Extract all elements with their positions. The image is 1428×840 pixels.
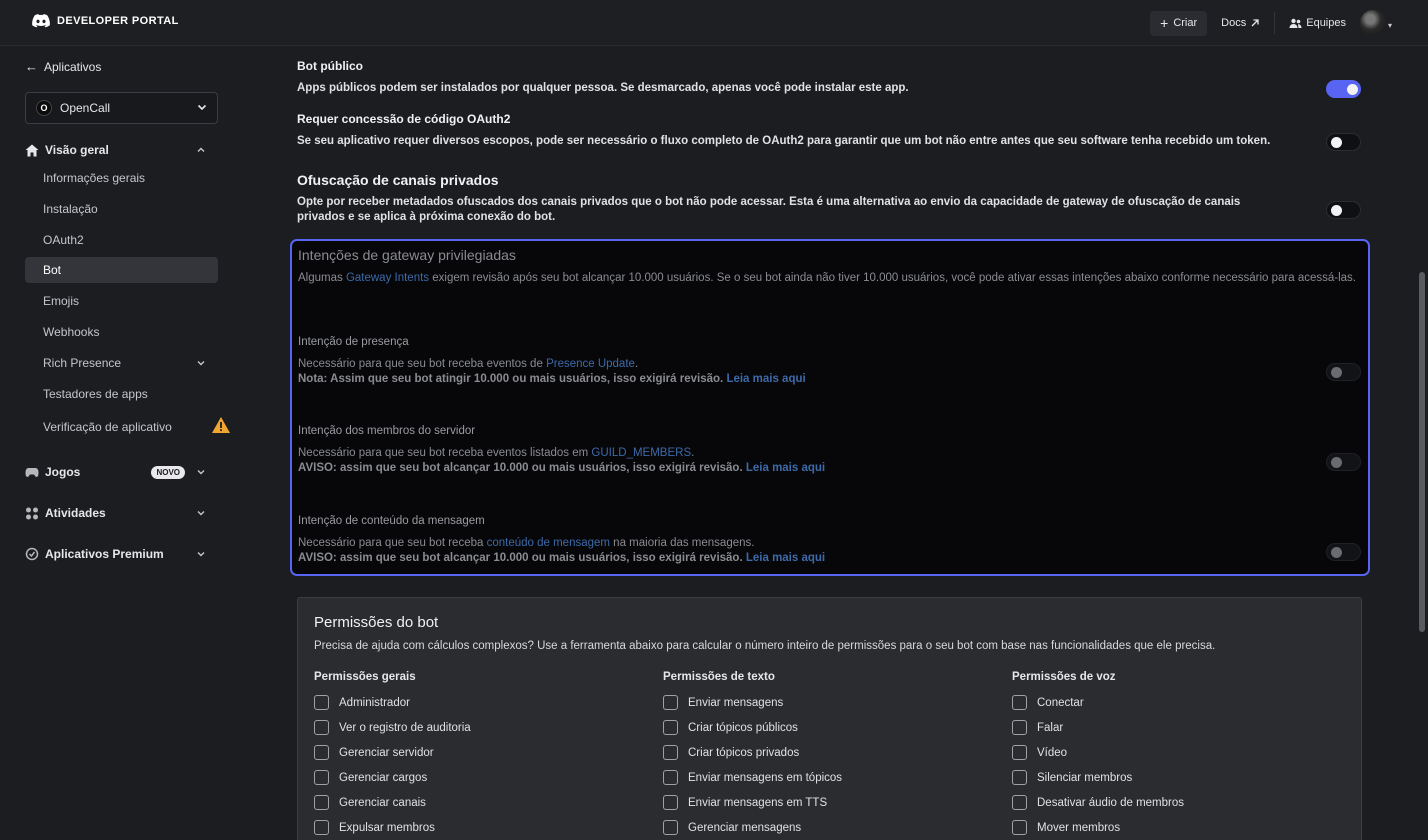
- checkbox[interactable]: [1012, 820, 1027, 835]
- new-badge: NOVO: [151, 466, 185, 479]
- permission-item[interactable]: [314, 815, 644, 840]
- sidebar-item-label: Webhooks: [43, 325, 100, 339]
- chevron-down-icon: [196, 101, 208, 113]
- permission-label: Enviar mensagens em tópicos: [688, 771, 843, 784]
- permission-label: Criar tópicos privados: [688, 746, 800, 759]
- checkbox[interactable]: [1012, 695, 1027, 710]
- sidebar-item-label: Informações gerais: [43, 171, 146, 185]
- intro-text: Algumas: [298, 272, 346, 284]
- gateway-intents-intro: [298, 271, 1358, 286]
- docs-link[interactable]: [1217, 17, 1264, 29]
- permission-item[interactable]: [314, 740, 644, 765]
- overview-label: Visão geral: [45, 143, 109, 157]
- plus-icon: +: [1160, 15, 1169, 31]
- checkbox[interactable]: [1012, 745, 1027, 760]
- checkbox[interactable]: [1012, 720, 1027, 735]
- gamepad-icon: [25, 467, 39, 478]
- sidebar-item-label: Testadores de apps: [43, 387, 148, 401]
- permission-label: Criar tópicos públicos: [688, 721, 798, 734]
- permission-item[interactable]: [663, 765, 993, 790]
- permission-label: Gerenciar mensagens: [688, 821, 802, 834]
- message-intent-desc: [298, 536, 1358, 566]
- permission-item[interactable]: [314, 690, 644, 715]
- permission-item[interactable]: [1012, 790, 1342, 815]
- teams-label: Equipes: [1306, 17, 1346, 29]
- activities-icon: [25, 507, 39, 520]
- gateway-intents-link[interactable]: Gateway Intents: [345, 272, 430, 284]
- sidebar-item-installation[interactable]: [25, 196, 218, 222]
- guild-members-link[interactable]: GUILD_MEMBERS: [591, 447, 692, 459]
- permission-item[interactable]: [314, 715, 644, 740]
- public-bot-title: Bot público: [297, 59, 363, 73]
- chevron-down-icon: [196, 358, 206, 368]
- brand[interactable]: [32, 14, 179, 28]
- permissions-desc: Precisa de ajuda com cálculos complexos? Use a ferramenta abaixo para calcular o número inteiro de permissões para o seu bot com base nas funcionalidades que ele precisa.: [314, 640, 1216, 652]
- permissions-column-general: [314, 671, 644, 840]
- checkbox[interactable]: [663, 770, 678, 785]
- obfuscation-title: Ofuscação de canais privados: [297, 172, 499, 188]
- permission-item[interactable]: [663, 790, 993, 815]
- permission-item[interactable]: [663, 690, 993, 715]
- warning-icon: [211, 416, 231, 434]
- chevron-down-icon: [196, 467, 206, 477]
- permission-item[interactable]: [1012, 815, 1342, 840]
- home-icon: [25, 144, 39, 157]
- checkbox[interactable]: [314, 745, 329, 760]
- create-button[interactable]: [1150, 11, 1207, 36]
- oauth-grant-title: Requer concessão de código OAuth2: [297, 112, 511, 126]
- checkbox[interactable]: [314, 795, 329, 810]
- checkbox[interactable]: [314, 770, 329, 785]
- permission-label: Expulsar membros: [339, 821, 435, 834]
- app-icon: O: [36, 100, 52, 116]
- permission-item[interactable]: [1012, 715, 1342, 740]
- toggle-knob: [1331, 137, 1342, 148]
- teams-link[interactable]: [1285, 17, 1350, 29]
- desc-text: Necessário para que seu bot receba eventos listados em: [298, 447, 592, 459]
- sidebar-item-rich-presence[interactable]: [25, 350, 218, 376]
- nav-section-overview[interactable]: [25, 143, 218, 157]
- presence-intent-toggle[interactable]: [1326, 363, 1361, 381]
- read-more-link[interactable]: Leia mais aqui: [726, 373, 806, 385]
- brand-text: DEVELOPER PORTAL: [57, 15, 179, 27]
- checkbox[interactable]: [314, 820, 329, 835]
- permission-item[interactable]: [663, 740, 993, 765]
- toggle-knob: [1347, 84, 1358, 95]
- obfuscation-desc: Opte por receber metadados ofuscados dos canais privados que o bot não pode acessar. Esta é uma alternativa ao envio da capacidade de gateway de ofuscação de canais privados e se aplica à próxima conexão do bot.: [297, 196, 1241, 223]
- checkbox[interactable]: [663, 720, 678, 735]
- chevron-down-icon: [196, 508, 206, 518]
- permission-label: Administrador: [339, 696, 410, 709]
- gateway-intents-panel: [290, 239, 1370, 576]
- desc-text: .: [634, 358, 639, 370]
- sidebar-item-label: Emojis: [43, 294, 80, 308]
- permission-label: Silenciar membros: [1037, 771, 1133, 784]
- scrollbar-thumb[interactable]: [1419, 272, 1425, 632]
- permission-item[interactable]: [663, 715, 993, 740]
- oauth-grant-toggle[interactable]: [1326, 133, 1361, 151]
- permissions-column-voice: [1012, 671, 1342, 840]
- premium-icon: [25, 547, 39, 561]
- message-content-link[interactable]: conteúdo de mensagem: [486, 537, 610, 549]
- permission-label: Gerenciar canais: [339, 796, 426, 809]
- permission-item[interactable]: [1012, 690, 1342, 715]
- app-name: OpenCall: [60, 101, 111, 115]
- permission-label: Enviar mensagens em TTS: [688, 796, 828, 809]
- public-bot-toggle[interactable]: [1326, 80, 1361, 98]
- discord-logo-icon: [32, 14, 50, 28]
- sidebar-item-app-testers[interactable]: [25, 381, 218, 407]
- external-link-icon: [1250, 18, 1260, 28]
- desc-text: na maioria das mensagens.: [609, 537, 755, 549]
- permission-label: Mover membros: [1037, 821, 1121, 834]
- sidebar-item-emojis[interactable]: [25, 288, 218, 314]
- checkbox[interactable]: [1012, 770, 1027, 785]
- column-title: Permissões de voz: [1012, 671, 1116, 683]
- permission-label: Falar: [1037, 721, 1064, 734]
- members-intent-toggle[interactable]: [1326, 453, 1361, 471]
- sidebar-item-label: OAuth2: [43, 233, 84, 247]
- permission-label: Ver o registro de auditoria: [339, 721, 471, 734]
- desc-text: Necessário para que seu bot receba: [298, 537, 487, 549]
- presence-update-link[interactable]: Presence Update: [546, 358, 635, 370]
- activities-label: Atividades: [45, 506, 106, 520]
- sidebar-item-general-info[interactable]: [25, 165, 218, 191]
- oauth-grant-desc: Se seu aplicativo requer diversos escopos, pode ser necessário o fluxo completo de OAuth2 para garantir que um bot não entre antes que seu software tenha recebido um token.: [297, 135, 1271, 147]
- checkbox[interactable]: [1012, 795, 1027, 810]
- sidebar-item-label: Rich Presence: [43, 356, 122, 370]
- divider: [1274, 12, 1275, 34]
- checkbox[interactable]: [663, 695, 678, 710]
- toggle-knob: [1331, 457, 1342, 468]
- chevron-down-icon: [196, 549, 206, 559]
- sidebar-item-webhooks[interactable]: [25, 319, 218, 345]
- chevron-up-icon: [196, 145, 206, 155]
- checkbox[interactable]: [663, 795, 678, 810]
- sidebar-item-oauth2[interactable]: [25, 227, 218, 253]
- sidebar-item-app-verification[interactable]: [25, 414, 218, 440]
- sidebar-item-label: Verificação de aplicativo: [43, 420, 172, 434]
- permission-item[interactable]: [314, 765, 644, 790]
- desc-text: Necessário para que seu bot receba eventos de: [298, 358, 547, 370]
- presence-intent-title: Intenção de presença: [298, 336, 409, 348]
- create-label: Criar: [1173, 17, 1198, 29]
- message-intent-toggle[interactable]: [1326, 543, 1361, 561]
- presence-intent-desc: [298, 357, 1358, 387]
- warning-text: AVISO: assim que seu bot alcançar 10.000 ou mais usuários, isso exigirá revisão.: [298, 552, 743, 564]
- column-title: Permissões de texto: [663, 671, 775, 683]
- permission-label: Vídeo: [1037, 746, 1068, 759]
- permissions-title: Permissões do bot: [314, 614, 439, 631]
- docs-label: Docs: [1221, 17, 1247, 29]
- permission-label: Gerenciar cargos: [339, 771, 428, 784]
- sidebar-item-label: Bot: [43, 263, 62, 277]
- games-label: Jogos: [45, 465, 81, 479]
- app-selector[interactable]: [25, 92, 218, 124]
- sidebar-item-label: Instalação: [43, 202, 98, 216]
- public-bot-desc: Apps públicos podem ser instalados por qualquer pessoa. Se desmarcado, apenas você pode instalar este app.: [297, 82, 909, 94]
- warning-text: Nota: Assim que seu bot atingir 10.000 ou mais usuários, isso exigirá revisão.: [298, 373, 724, 385]
- members-intent-title: Intenção dos membros do servidor: [298, 425, 476, 437]
- permission-item[interactable]: [1012, 740, 1342, 765]
- permission-item[interactable]: [1012, 765, 1342, 790]
- arrow-left-icon: ←: [25, 59, 38, 74]
- sidebar: [0, 46, 240, 840]
- desc-text: .: [691, 447, 695, 459]
- read-more-link[interactable]: Leia mais aqui: [745, 552, 826, 564]
- premium-label: Aplicativos Premium: [45, 547, 164, 561]
- permission-label: Enviar mensagens: [688, 696, 784, 709]
- permission-label: Desativar áudio de membros: [1037, 796, 1185, 809]
- back-label: Aplicativos: [44, 59, 102, 74]
- toggle-knob: [1331, 547, 1342, 558]
- obfuscation-toggle[interactable]: [1326, 201, 1361, 219]
- users-icon: [1289, 18, 1302, 29]
- permission-label: Conectar: [1037, 696, 1084, 709]
- permission-item[interactable]: [663, 815, 993, 840]
- chevron-down-icon: ▾: [1387, 21, 1392, 30]
- sidebar-item-bot[interactable]: [25, 257, 218, 283]
- checkbox[interactable]: [314, 720, 329, 735]
- gateway-intents-title: Intenções de gateway privilegiadas: [298, 247, 516, 263]
- checkbox[interactable]: [314, 695, 329, 710]
- nav-section-games[interactable]: [25, 465, 218, 479]
- checkbox[interactable]: [663, 745, 678, 760]
- permission-item[interactable]: [314, 790, 644, 815]
- members-intent-desc: [298, 446, 1358, 476]
- message-intent-title: Intenção de conteúdo da mensagem: [298, 515, 485, 527]
- column-title: Permissões gerais: [314, 671, 416, 683]
- top-bar: [0, 0, 1428, 46]
- toggle-knob: [1331, 367, 1342, 378]
- nav-section-premium-apps[interactable]: [25, 547, 218, 561]
- read-more-link[interactable]: Leia mais aqui: [745, 462, 826, 474]
- bot-permissions-panel: [297, 597, 1362, 840]
- permission-label: Gerenciar servidor: [339, 746, 434, 759]
- toggle-knob: [1331, 205, 1342, 216]
- intro-text: exigem revisão após seu bot alcançar 10.000 usuários. Se o seu bot ainda não tiver 10.000 usuários, você pode ativar essas intenções abaixo conforme necessário para acessá-las.: [429, 272, 1356, 284]
- avatar[interactable]: [1360, 10, 1392, 36]
- checkbox[interactable]: [663, 820, 678, 835]
- main-content: [240, 46, 1415, 840]
- permissions-column-text: [663, 671, 993, 840]
- nav-section-activities[interactable]: [25, 506, 218, 520]
- back-to-applications[interactable]: [25, 59, 101, 74]
- warning-text: AVISO: assim que seu bot alcançar 10.000 ou mais usuários, isso exigirá revisão.: [298, 462, 743, 474]
